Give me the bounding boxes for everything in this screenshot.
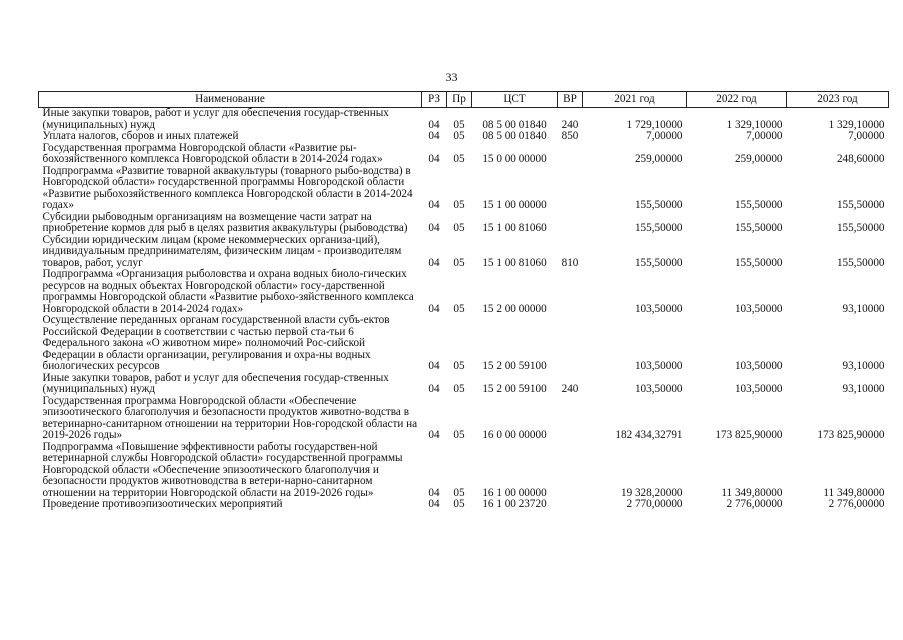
row-2023: 93,10000 xyxy=(842,383,885,395)
header-cst: ЦСТ xyxy=(472,92,558,108)
header-name: Наименование xyxy=(39,92,422,108)
row-name: Подпрограмма «Развитие товарной аквакультуры (товарного рыбо-водства) в Новгородской области» государственной программы Новгородской области «Развитие рыбохозяйственного комплекса Новгородской области в 2014-2024 годах» xyxy=(42,164,413,211)
row-2022: 11 349,80000 xyxy=(721,486,783,499)
row-2022: 103,50000 xyxy=(734,383,783,395)
budget-table xyxy=(38,91,889,511)
row-pr: 05 xyxy=(453,256,465,269)
row-name: Субсидии юридическим лицам (кроме некоммерческих организа-ций), индивидуальным предпринимателям, физическим лицам - производителям товаров, работ, услуг xyxy=(42,233,402,269)
row-2021: 155,50000 xyxy=(634,199,683,211)
row-cst: 15 1 00 81060 xyxy=(482,222,547,234)
row-cst: 15 2 00 59100 xyxy=(482,360,547,372)
row-cst: 15 0 00 00000 xyxy=(482,153,547,165)
row-2022: 103,50000 xyxy=(734,302,783,315)
row-vr: 850 xyxy=(561,130,579,142)
row-cst: 15 1 00 81060 xyxy=(482,256,547,269)
header-2023: 2023 год xyxy=(787,92,889,108)
row-2021: 259,00000 xyxy=(634,153,683,165)
row-cst: 16 1 00 00000 xyxy=(482,486,547,499)
row-2021: 103,50000 xyxy=(634,302,683,315)
table-row xyxy=(39,269,889,315)
row-cst: 15 1 00 00000 xyxy=(482,199,547,211)
row-2022: 7,00000 xyxy=(746,130,783,142)
row-2021: 103,50000 xyxy=(634,383,683,395)
row-2023: 93,10000 xyxy=(842,302,885,315)
row-pr: 05 xyxy=(453,130,465,142)
page-number: 33 xyxy=(445,70,458,84)
table-body xyxy=(39,108,889,511)
row-2022: 103,50000 xyxy=(734,360,783,372)
row-vr xyxy=(558,269,583,315)
row-pr: 05 xyxy=(453,153,465,165)
row-2022: 155,50000 xyxy=(734,199,783,211)
row-rz: 04 xyxy=(428,222,440,234)
table-row xyxy=(39,396,889,442)
row-rz: 04 xyxy=(428,302,440,315)
table-row xyxy=(39,212,889,235)
row-name: Осуществление переданных органам государственной власти субъ-ектов Российской Федерации в соответствии с частью первой ста-тьи 6 Федерального закона «О животном мире» полномочий Рос-сийской Федерации в области организации, регулирования и охра-ны водных биологических ресурсов xyxy=(42,314,390,372)
row-pr: 05 xyxy=(453,383,465,395)
row-rz: 04 xyxy=(428,486,440,499)
row-name: Уплата налогов, сборов и иных платежей xyxy=(42,130,239,142)
row-vr xyxy=(558,499,583,511)
row-name: Субсидии рыбоводным организациям на возмещение части затрат на приобретение кормов для рыб в целях развития аквакультуры (рыбоводства) xyxy=(42,210,408,234)
table-row xyxy=(39,235,889,270)
header-vr: ВР xyxy=(558,92,583,108)
row-2023: 155,50000 xyxy=(836,222,885,234)
table-row xyxy=(39,373,889,396)
row-cst: 15 2 00 59100 xyxy=(482,383,547,395)
row-2023: 93,10000 xyxy=(842,360,885,372)
table-row xyxy=(39,166,889,212)
row-rz: 04 xyxy=(428,256,440,269)
row-vr xyxy=(558,143,583,166)
row-vr xyxy=(558,396,583,442)
row-2021: 2 770,00000 xyxy=(626,498,683,510)
header-pr: Пр xyxy=(447,92,472,108)
table-row xyxy=(39,442,889,500)
row-2022: 155,50000 xyxy=(734,222,783,234)
row-rz: 04 xyxy=(428,383,440,395)
row-rz: 04 xyxy=(428,360,440,372)
row-name: Подпрограмма «Повышение эффективности работы государствен-ной ветеринарной службы Новгородской области» государственной программы Новгородской области «Обеспечение эпизоотического благополучия и безопасности продуктов животноводства в ветери-нарно-санитарном отношении на территории Новгородской области на 2019-2026 годы» xyxy=(42,440,403,499)
row-pr: 05 xyxy=(453,498,465,510)
table-row xyxy=(39,131,889,143)
row-cst: 16 0 00 00000 xyxy=(482,429,547,441)
row-pr: 05 xyxy=(453,360,465,372)
row-pr: 05 xyxy=(453,199,465,211)
row-cst: 15 2 00 00000 xyxy=(482,302,547,315)
row-2023: 155,50000 xyxy=(836,256,885,269)
row-2023: 11 349,80000 xyxy=(823,486,885,499)
row-name: Проведение противоэпизоотических мероприятий xyxy=(42,498,283,510)
row-2023: 173 825,90000 xyxy=(817,429,885,441)
header-2022: 2022 год xyxy=(687,92,787,108)
row-pr: 05 xyxy=(453,302,465,315)
header-2021: 2021 год xyxy=(583,92,687,108)
header-rz: РЗ xyxy=(422,92,447,108)
row-2021: 7,00000 xyxy=(646,130,683,142)
row-name: Государственная программа Новгородской области «Развитие ры-бохозяйственного комплекса Новгородской области в 2014-2024 годах» xyxy=(42,141,383,165)
row-2022: 155,50000 xyxy=(734,256,783,269)
row-2022: 1 329,10000 xyxy=(726,118,783,131)
row-vr xyxy=(558,442,583,500)
row-rz: 04 xyxy=(428,498,440,510)
row-rz: 04 xyxy=(428,199,440,211)
row-2021: 19 328,20000 xyxy=(620,486,683,499)
row-rz: 04 xyxy=(428,429,440,441)
table-row xyxy=(39,143,889,166)
row-pr: 05 xyxy=(453,222,465,234)
row-cst: 16 1 00 23720 xyxy=(482,498,547,510)
row-2021: 182 434,32791 xyxy=(615,429,683,441)
row-2022: 259,00000 xyxy=(734,153,783,165)
row-2023: 248,60000 xyxy=(836,153,885,165)
row-pr: 05 xyxy=(453,118,465,131)
row-vr xyxy=(558,315,583,373)
table-row xyxy=(39,499,889,511)
row-2021: 155,50000 xyxy=(634,222,683,234)
row-2022: 2 776,00000 xyxy=(726,498,783,510)
row-2021: 103,50000 xyxy=(634,360,683,372)
table-row xyxy=(39,108,889,132)
row-2023: 155,50000 xyxy=(836,199,885,211)
row-2021: 1 729,10000 xyxy=(626,118,683,131)
row-vr xyxy=(558,212,583,235)
row-rz: 04 xyxy=(428,130,440,142)
row-rz: 04 xyxy=(428,118,440,131)
row-2023: 1 329,10000 xyxy=(828,118,885,131)
row-name: Подпрограмма «Организация рыболовства и охрана водных биоло-гических ресурсов на водных объектах Новгородской области» госу-дарственной программы Новгородской области «Развитие рыбохо-зяйственного комплекса Новгородской области в 2014-2024 годах» xyxy=(42,268,414,315)
row-cst: 08 5 00 01840 xyxy=(482,130,547,142)
row-name: Иные закупки товаров, работ и услуг для обеспечения государ-ственных (муниципальных) нужд xyxy=(42,107,389,131)
row-vr xyxy=(558,166,583,212)
table-header-row xyxy=(39,92,889,108)
row-vr: 810 xyxy=(561,256,579,269)
row-2023: 7,00000 xyxy=(848,130,885,142)
row-pr: 05 xyxy=(453,486,465,499)
row-rz: 04 xyxy=(428,153,440,165)
row-cst: 08 5 00 01840 xyxy=(482,118,547,131)
row-2022: 173 825,90000 xyxy=(715,429,783,441)
row-pr: 05 xyxy=(453,429,465,441)
row-2021: 155,50000 xyxy=(634,256,683,269)
row-vr: 240 xyxy=(561,118,579,131)
row-name: Иные закупки товаров, работ и услуг для обеспечения государ-ственных (муниципальных) нужд xyxy=(42,371,389,395)
table-row xyxy=(39,315,889,373)
row-vr: 240 xyxy=(561,383,579,395)
row-2023: 2 776,00000 xyxy=(828,498,885,510)
row-name: Государственная программа Новгородской области «Обеспечение эпизоотического благополучия и безопасности продуктов животно-водства в ветеринарно-санитарном отношении на территории Нов-городской области на 2019-2026 годы» xyxy=(42,394,418,441)
